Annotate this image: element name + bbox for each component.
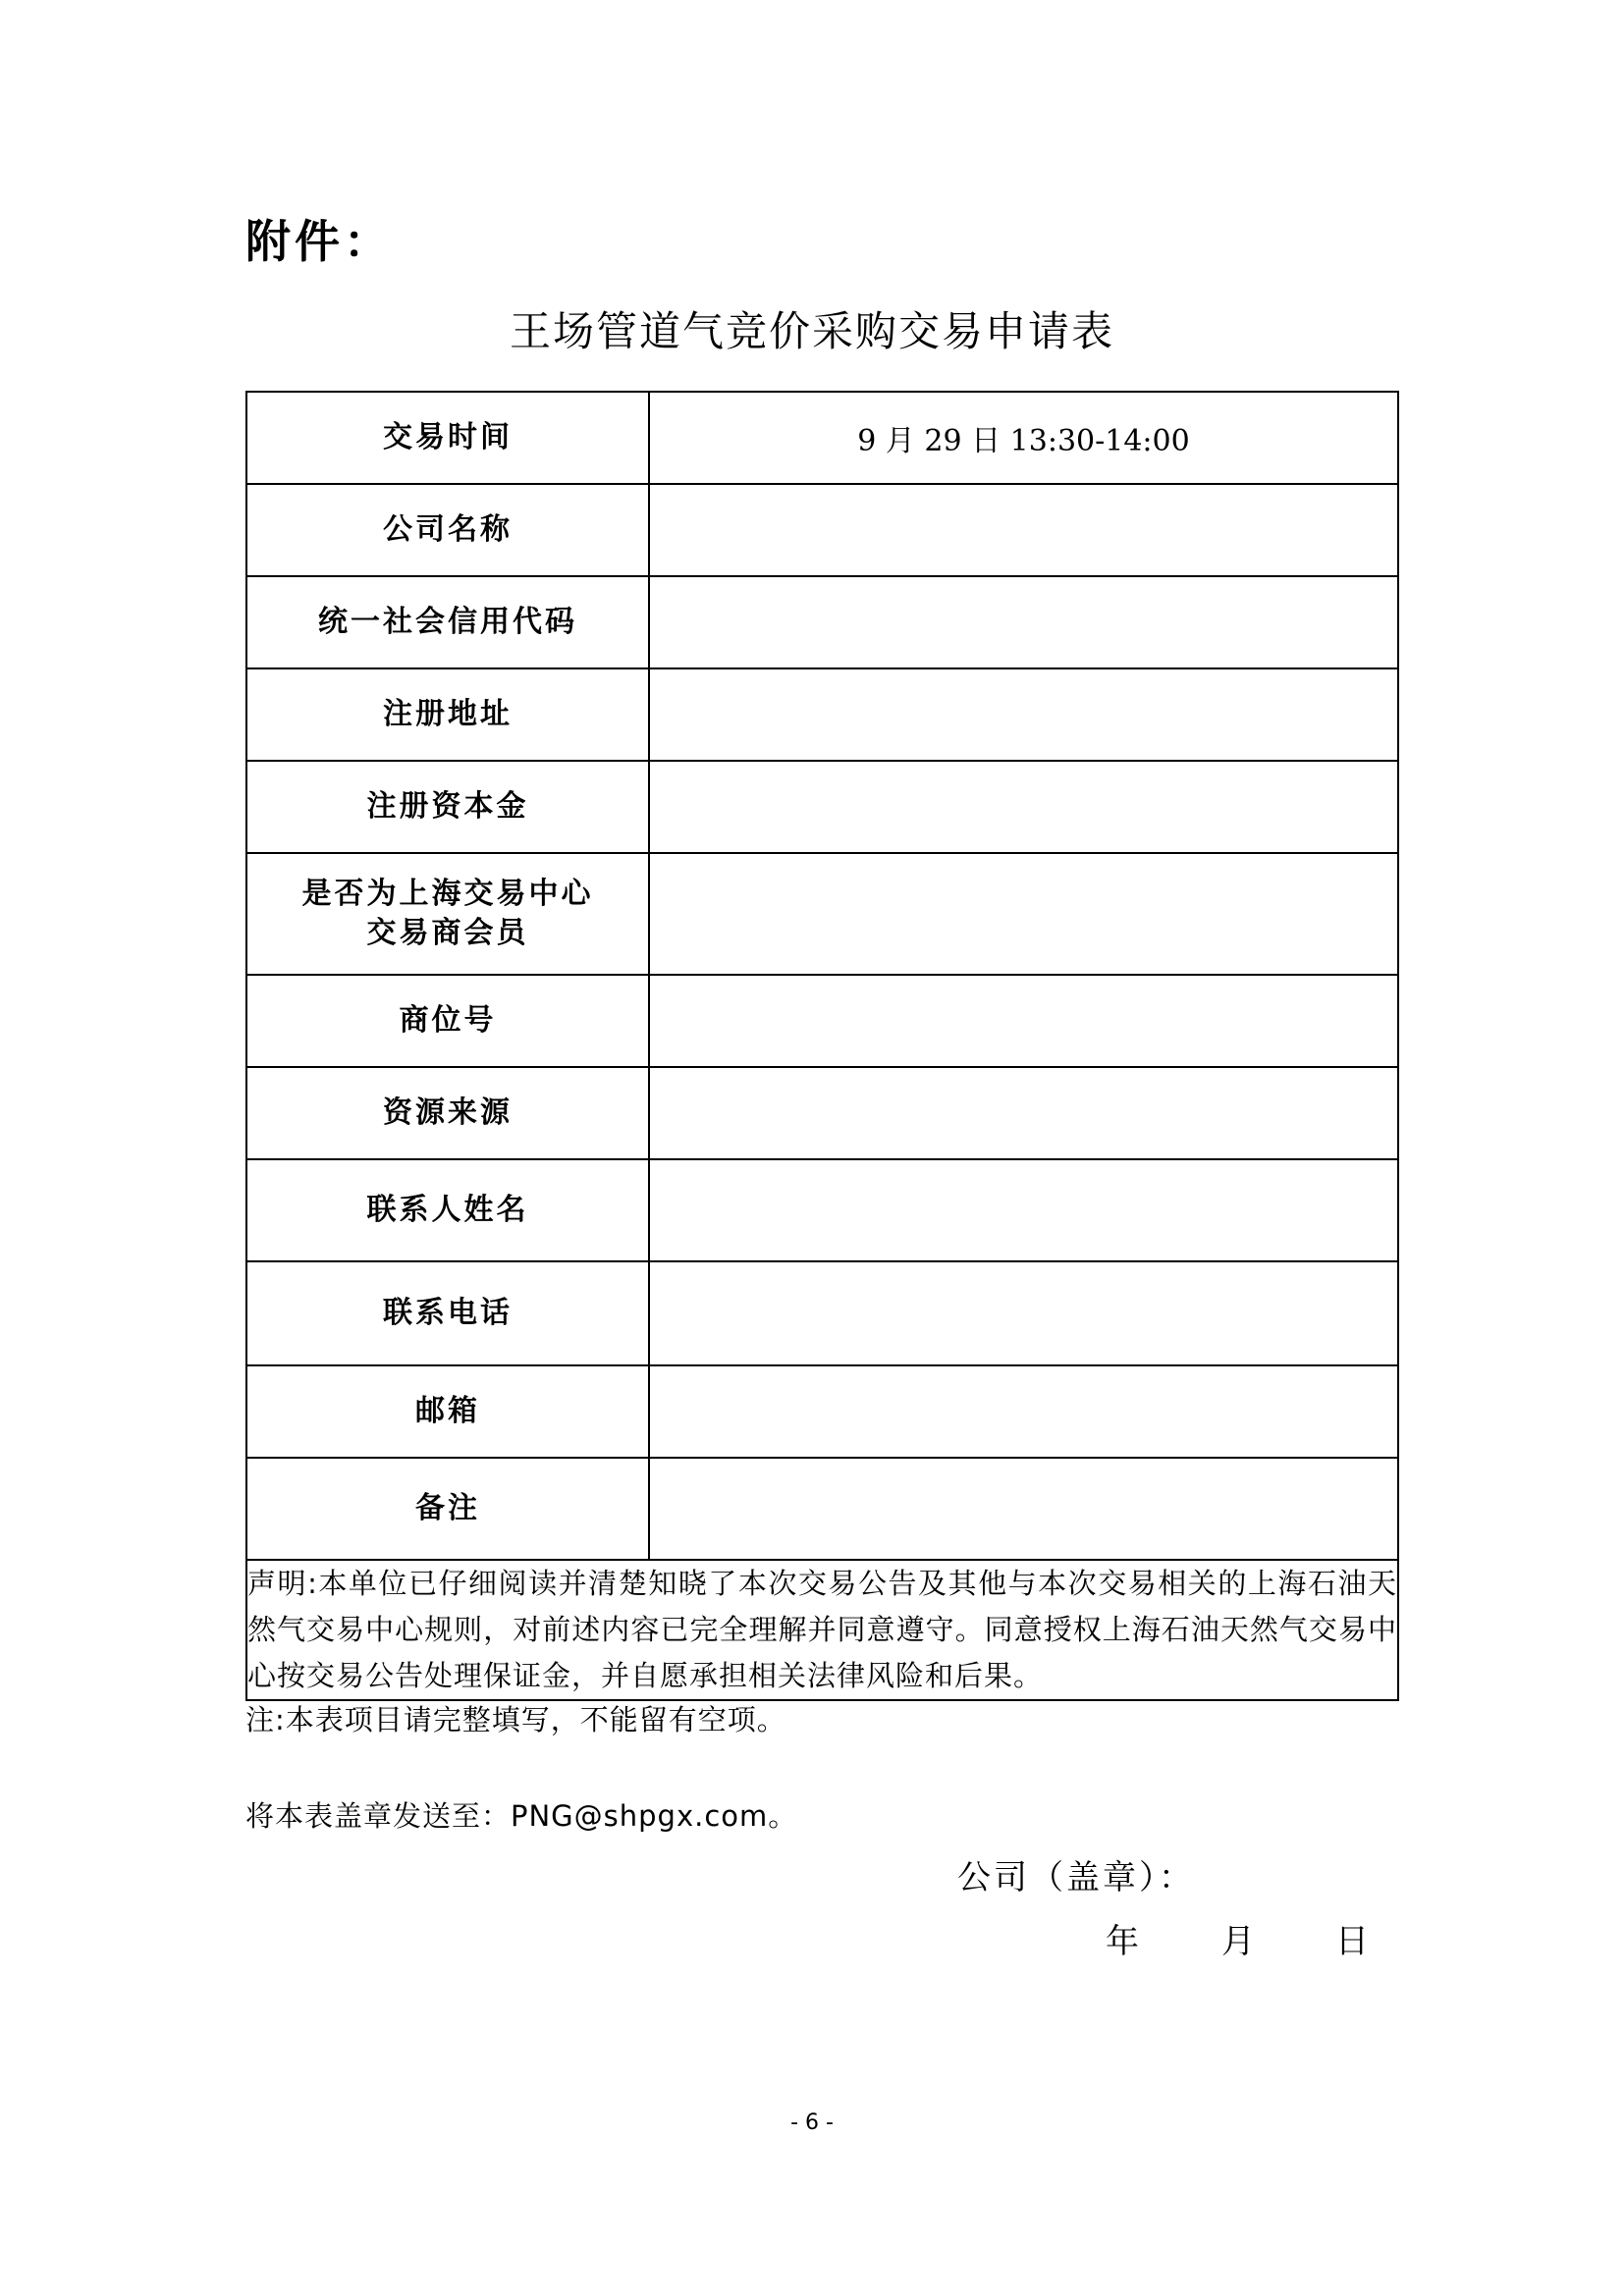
date-month-label: 月 (1221, 1922, 1255, 1961)
date-day-label: 日 (1335, 1922, 1369, 1961)
company-seal-label: 公司（盖章）： (957, 1858, 1195, 1897)
registered-capital-field[interactable] (649, 761, 1398, 853)
table-row (246, 1560, 1398, 1700)
table-row (246, 484, 1398, 576)
contact-phone-label: 联系电话 (246, 1261, 649, 1365)
table-row (246, 1261, 1398, 1365)
email-note: 将本表盖章发送至：PNG@shpgx.com。 (245, 1799, 798, 1833)
registered-address-label: 注册地址 (246, 668, 649, 761)
company-name-label: 公司名称 (246, 484, 649, 576)
email-field[interactable] (649, 1365, 1398, 1458)
email-label: 邮箱 (246, 1365, 649, 1458)
remarks-field[interactable] (649, 1458, 1398, 1560)
registered-capital-label: 注册资本金 (246, 761, 649, 853)
table-row (246, 576, 1398, 668)
declaration-text: 声明:本单位已仔细阅读并清楚知晓了本次交易公告及其他与本次交易相关的上海石油天然气交易中心规则，对前述内容已完全理解并同意遵守。同意授权上海石油天然气交易中心按交易公告处理保证金，并自愿承担相关法律风险和后果。 (246, 1560, 1398, 1700)
remarks-label: 备注 (246, 1458, 649, 1560)
table-row (246, 1159, 1398, 1261)
credit-code-field[interactable] (649, 576, 1398, 668)
table-row (246, 1458, 1398, 1560)
attachment-label: 附件： (245, 215, 393, 268)
member-status-field[interactable] (649, 853, 1398, 975)
contact-name-label: 联系人姓名 (246, 1159, 649, 1261)
contact-name-field[interactable] (649, 1159, 1398, 1261)
credit-code-label: 统一社会信用代码 (246, 576, 649, 668)
booth-number-field[interactable] (649, 975, 1398, 1067)
form-title: 王场管道气竞价采购交易申请表 (509, 307, 1114, 355)
trade-time-label: 交易时间 (246, 392, 649, 484)
table-row (246, 1365, 1398, 1458)
company-name-field[interactable] (649, 484, 1398, 576)
member-status-label-line1: 是否为上海交易中心 (301, 877, 594, 911)
application-form-table (245, 391, 1399, 1701)
member-status-label (246, 853, 649, 975)
page-number: - 6 - (790, 2110, 834, 2135)
table-row (246, 975, 1398, 1067)
table-row (246, 1067, 1398, 1159)
table-row (246, 668, 1398, 761)
trade-time-value: 9 月 29 日 13:30-14:00 (649, 392, 1398, 484)
fill-note: 注:本表项目请完整填写，不能留有空项。 (245, 1703, 786, 1736)
registered-address-field[interactable] (649, 668, 1398, 761)
resource-source-label: 资源来源 (246, 1067, 649, 1159)
table-row (246, 853, 1398, 975)
booth-number-label: 商位号 (246, 975, 649, 1067)
resource-source-field[interactable] (649, 1067, 1398, 1159)
table-row (246, 761, 1398, 853)
contact-phone-field[interactable] (649, 1261, 1398, 1365)
member-status-label-line2: 交易商会员 (366, 916, 529, 950)
table-row (246, 392, 1398, 484)
date-year-label: 年 (1106, 1922, 1139, 1961)
